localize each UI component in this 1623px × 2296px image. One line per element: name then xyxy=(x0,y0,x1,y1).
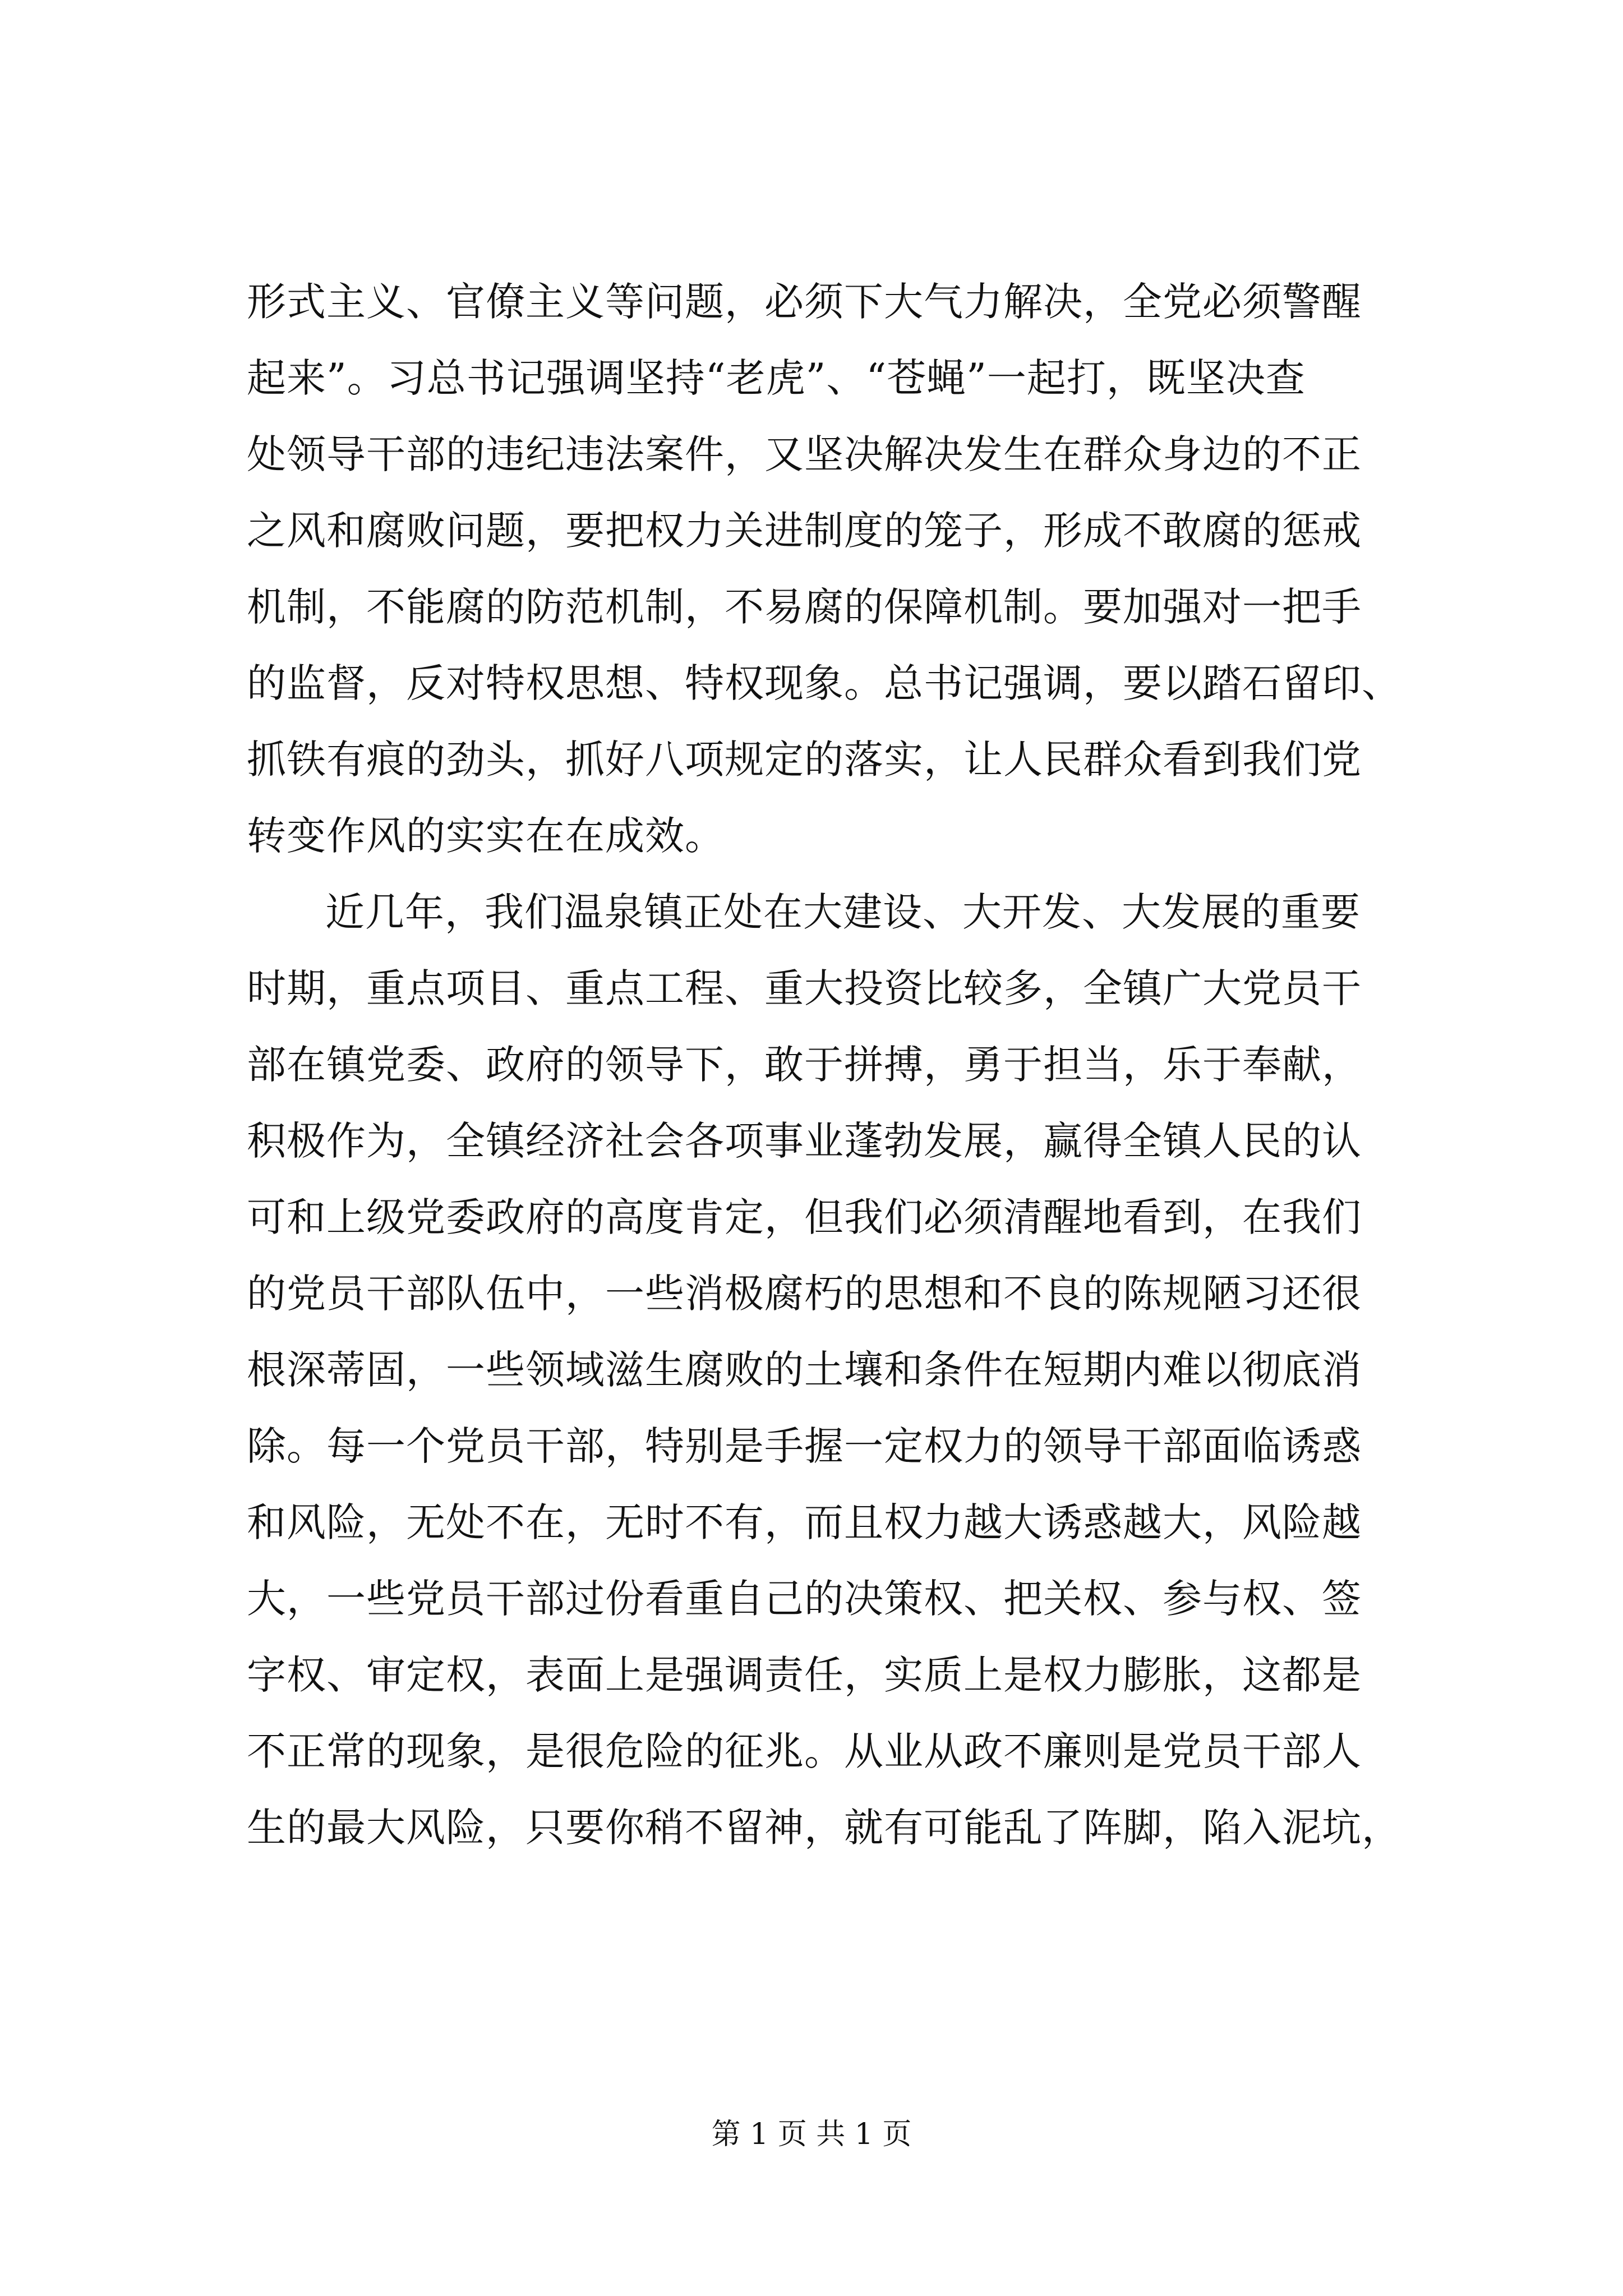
text-line: 的党员干部队伍中，一些消极腐朽的思想和不良的陈规陋习还很 xyxy=(247,1271,1362,1317)
text-line: 根深蒂固，一些领域滋生腐败的土壤和条件在短期内难以彻底消 xyxy=(247,1347,1362,1393)
text-line: 字权、审定权，表面上是强调责任，实质上是权力膨胀，这都是 xyxy=(247,1652,1362,1698)
text-line: 不正常的现象，是很危险的征兆。从业从政不廉则是党员干部人 xyxy=(247,1728,1362,1774)
body-text xyxy=(247,264,1436,1866)
text-line: 除。每一个党员干部，特别是手握一定权力的领导干部面临诱惑 xyxy=(247,1423,1362,1469)
paragraph-start-line: 近几年，我们温泉镇正处在大建设、大开发、大发展的重要 xyxy=(325,889,1361,935)
text-line: 可和上级党委政府的高度肯定，但我们必须清醒地看到，在我们 xyxy=(247,1194,1362,1240)
page-number: 第 1 页 共 1 页 xyxy=(711,2118,912,2151)
text-line: 抓铁有痕的劲头，抓好八项规定的落实，让人民群众看到我们党 xyxy=(247,737,1362,783)
text-line: 部在镇党委、政府的领导下，敢于拼搏，勇于担当，乐于奉献， xyxy=(247,1042,1362,1088)
text-line: 机制，不能腐的防范机制，不易腐的保障机制。要加强对一把手 xyxy=(247,584,1362,630)
text-line: 之风和腐败问题，要把权力关进制度的笼子，形成不敢腐的惩戒 xyxy=(247,508,1362,554)
text-line: 积极作为，全镇经济社会各项事业蓬勃发展，赢得全镇人民的认 xyxy=(247,1118,1362,1164)
page-footer xyxy=(0,2115,1623,2154)
text-line: 和风险，无处不在，无时不有，而且权力越大诱惑越大，风险越 xyxy=(247,1499,1362,1545)
text-line: 大，一些党员干部过份看重自己的决策权、把关权、参与权、签 xyxy=(247,1576,1362,1622)
text-line: 起来”。习总书记强调坚持“老虎”、“苍蝇”一起打，既坚决查 xyxy=(247,355,1306,401)
text-line: 时期，重点项目、重点工程、重大投资比较多，全镇广大党员干 xyxy=(247,965,1362,1011)
text-line: 形式主义、官僚主义等问题，必须下大气力解决，全党必须警醒 xyxy=(247,279,1362,325)
text-line: 生的最大风险，只要你稍不留神，就有可能乱了阵脚，陷入泥坑， xyxy=(247,1805,1401,1851)
text-line: 的监督，反对特权思想、特权现象。总书记强调，要以踏石留印、 xyxy=(247,660,1401,706)
text-line: 处领导干部的违纪违法案件，又坚决解决发生在群众身边的不正 xyxy=(247,431,1362,477)
text-line: 转变作风的实实在在成效。 xyxy=(247,813,725,859)
